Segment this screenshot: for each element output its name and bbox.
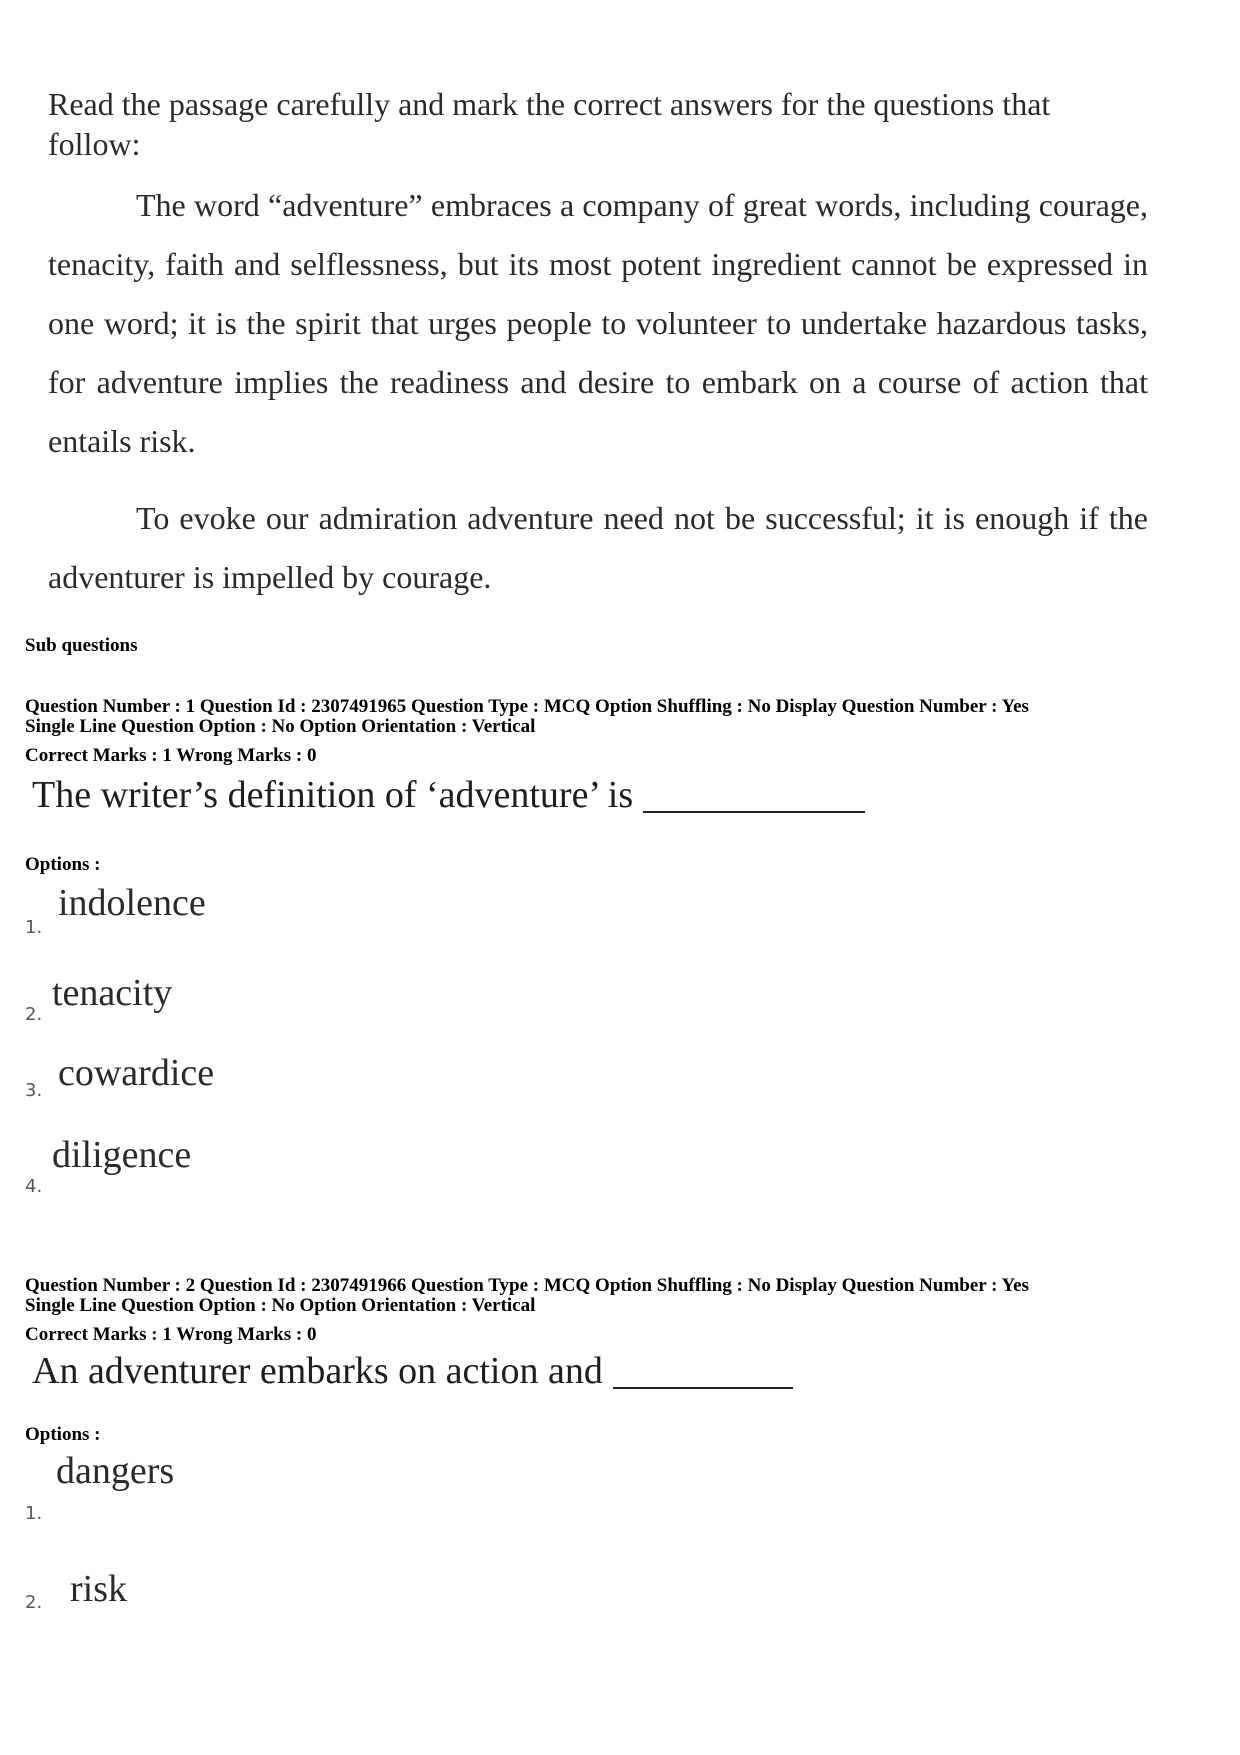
option-number: 1. [25,1503,43,1524]
question-1-meta [25,697,1029,766]
question-2-stem-text: An adventurer embarks on action and [32,1350,603,1392]
question-2-options-label: Options : [25,1424,101,1445]
option-text[interactable]: indolence [58,882,206,924]
option-number: 4. [25,1176,43,1197]
passage-instructions: Read the passage carefully and mark the correct answers for the questions that follow: [48,86,1051,162]
question-1-options-label: Options : [25,854,101,875]
option-number: 3. [25,1080,43,1101]
option-number: 1. [25,917,43,938]
option-text[interactable]: cowardice [58,1052,215,1094]
question-2-stem [32,1349,793,1393]
option-number: 2. [25,1004,43,1025]
question-2-meta-line-1: Question Number : 2 Question Id : 2307491966 Question Type : MCQ Option Shuffling : No Display Question Number : Yes [25,1275,1029,1296]
question-1-stem [32,773,865,817]
answer-blank [613,1387,793,1389]
question-1-marks: Correct Marks : 1 Wrong Marks : 0 [25,745,317,766]
answer-blank [643,811,865,813]
reading-passage [48,84,1148,607]
question-2-meta-line-2: Single Line Question Option : No Option Orientation : Vertical [25,1295,536,1316]
option-text[interactable]: risk [70,1568,127,1610]
option-text[interactable]: diligence [52,1134,192,1176]
question-1-stem-text: The writer’s definition of ‘adventure’ is [32,774,634,816]
option-text[interactable]: dangers [56,1450,175,1492]
option-number: 2. [25,1592,43,1613]
question-2-marks: Correct Marks : 1 Wrong Marks : 0 [25,1324,317,1345]
passage-paragraph-2: To evoke our admiration adventure need not be successful; it is enough if the adventurer is impelled by courage. [48,500,1148,595]
option-text[interactable]: tenacity [52,972,173,1014]
question-1-meta-line-1: Question Number : 1 Question Id : 2307491965 Question Type : MCQ Option Shuffling : No Display Question Number : Yes [25,696,1029,717]
question-1-meta-line-2: Single Line Question Option : No Option Orientation : Vertical [25,716,536,737]
question-2-meta [25,1276,1029,1345]
passage-paragraph-1: The word “adventure” embraces a company of great words, including courage, tenacity, faith and selflessness, but its most potent ingredient cannot be expressed in one word; it is the spirit that urges people to volunteer to undertake hazardous tasks, for adventure implies the readiness and desire to embark on a course of action that entails risk. [48,187,1148,459]
sub-questions-heading: Sub questions [25,635,138,656]
